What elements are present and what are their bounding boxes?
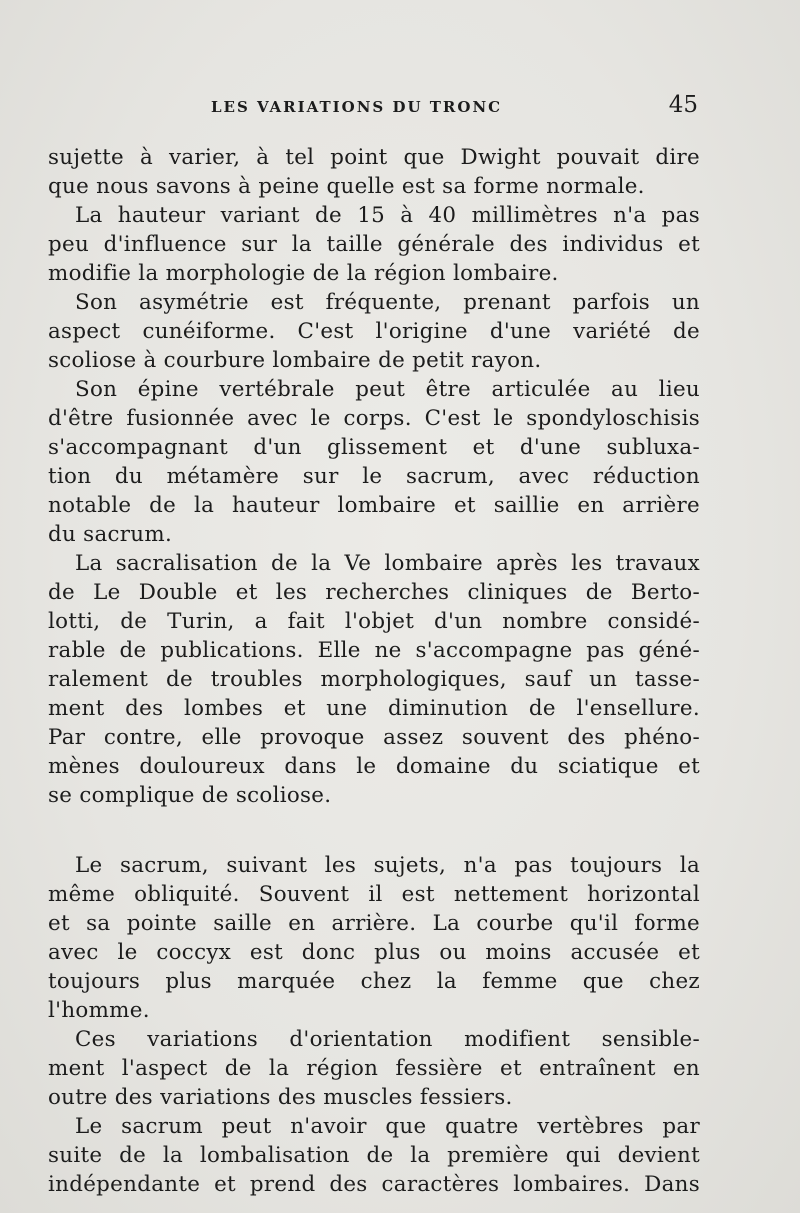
- text-line: rable de publications. Elle ne s'accompagne pas géné-: [48, 638, 700, 663]
- text-line: d'être fusionnée avec le corps. C'est le spondyloschisis: [48, 406, 700, 431]
- text-line: aspect cunéiforme. C'est l'origine d'une variété de: [48, 319, 700, 344]
- text-line: Le sacrum, suivant les sujets, n'a pas toujours la: [75, 853, 700, 878]
- text-line: modifie la morphologie de la région lombaire.: [48, 261, 559, 286]
- text-line: toujours plus marquée chez la femme que chez: [48, 969, 700, 994]
- text-line: et sa pointe saille en arrière. La courbe qu'il forme: [48, 911, 700, 936]
- text-line: lotti, de Turin, a fait l'objet d'un nombre considé-: [48, 609, 700, 634]
- text-line: Ces variations d'orientation modifient sensible-: [75, 1027, 700, 1052]
- text-line: outre des variations des muscles fessiers.: [48, 1085, 513, 1110]
- text-line: du sacrum.: [48, 522, 173, 547]
- text-line: scoliose à courbure lombaire de petit rayon.: [48, 348, 542, 373]
- text-line: Le sacrum peut n'avoir que quatre vertèbres par: [75, 1114, 700, 1139]
- text-line: se complique de scoliose.: [48, 783, 332, 808]
- text-line: sujette à varier, à tel point que Dwight pouvait dire: [48, 145, 700, 170]
- text-line: La sacralisation de la Ve lombaire après les travaux: [75, 551, 700, 576]
- text-line: ralement de troubles morphologiques, sauf un tasse-: [48, 667, 700, 692]
- text-line: La hauteur variant de 15 à 40 millimètres n'a pas: [75, 203, 700, 228]
- text-line: ment des lombes et une diminution de l'ensellure.: [48, 696, 700, 721]
- text-line: Son asymétrie est fréquente, prenant parfois un: [75, 290, 700, 315]
- text-line: Son épine vertébrale peut être articulée au lieu: [75, 377, 700, 402]
- text-line: avec le coccyx est donc plus ou moins accusée et: [48, 940, 700, 965]
- body-text: [48, 143, 700, 1199]
- text-line: notable de la hauteur lombaire et saillie en arrière: [48, 493, 700, 518]
- text-line: suite de la lombalisation de la première qui devient: [48, 1143, 700, 1168]
- text-line: peu d'influence sur la taille générale des individus et: [48, 232, 700, 257]
- text-line: s'accompagnant d'un glissement et d'une subluxa-: [48, 435, 700, 460]
- page-number: 45: [668, 92, 698, 118]
- text-line: Par contre, elle provoque assez souvent des phéno-: [48, 725, 700, 750]
- text-line: même obliquité. Souvent il est nettement horizontal: [48, 882, 700, 907]
- text-line: l'homme.: [48, 998, 150, 1023]
- text-line: mènes douloureux dans le domaine du sciatique et: [48, 754, 700, 779]
- text-line: tion du métamère sur le sacrum, avec réduction: [48, 464, 700, 489]
- text-line: ment l'aspect de la région fessière et entraînent en: [48, 1056, 700, 1081]
- page-header: [48, 92, 700, 122]
- text-line: que nous savons à peine quelle est sa forme normale.: [48, 174, 645, 199]
- running-head: LES VARIATIONS DU TRONC: [211, 98, 503, 116]
- text-line: indépendante et prend des caractères lombaires. Dans: [48, 1172, 700, 1197]
- text-line: de Le Double et les recherches cliniques de Berto-: [48, 580, 700, 605]
- paragraph-gap: [48, 810, 700, 851]
